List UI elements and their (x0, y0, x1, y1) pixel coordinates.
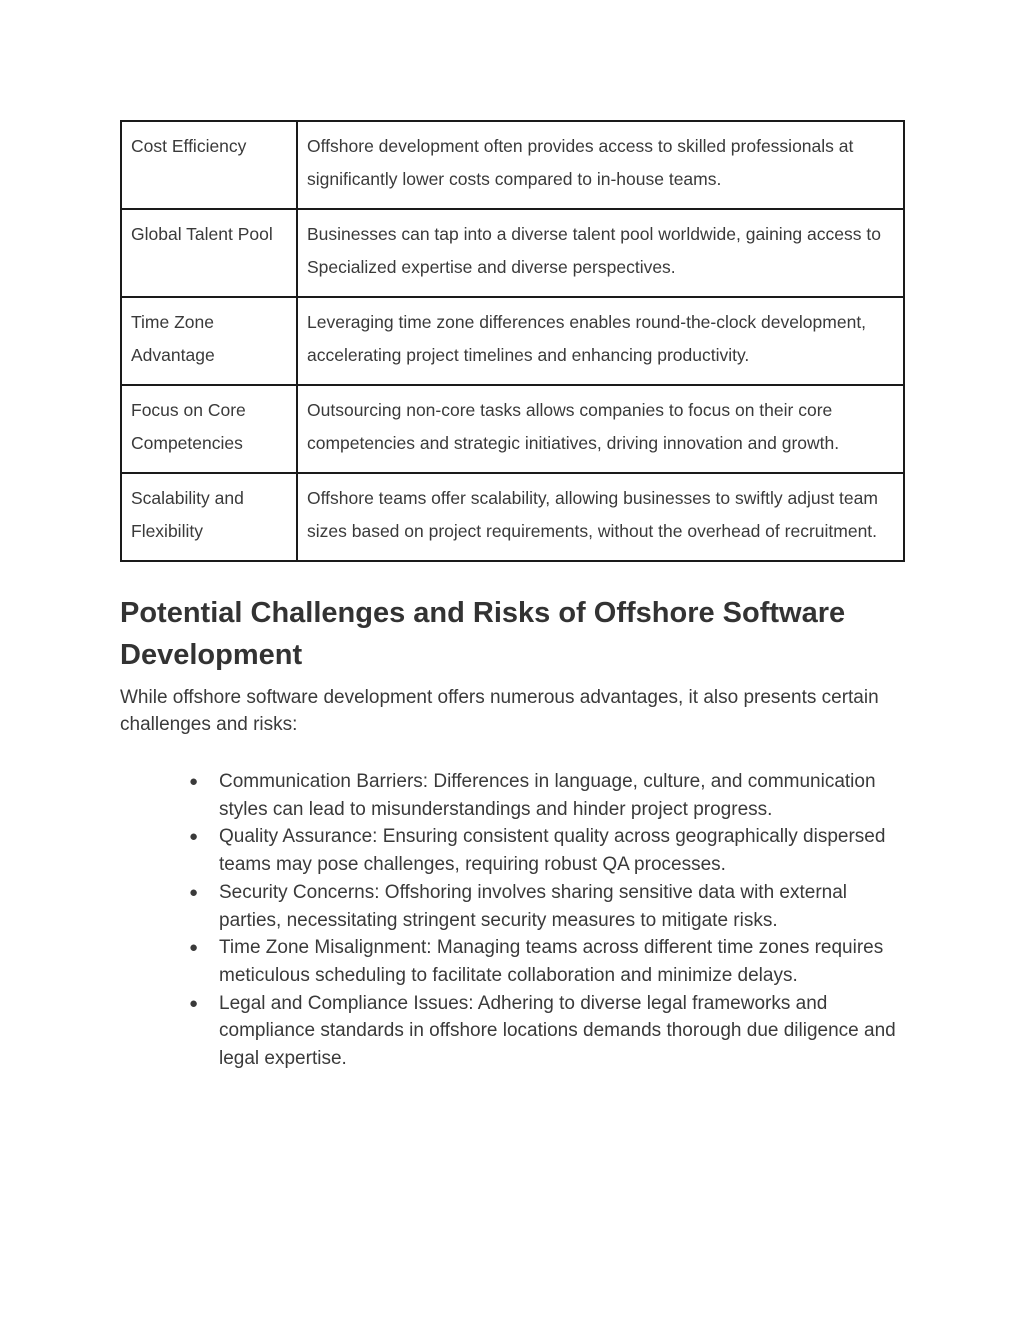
benefit-description: Businesses can tap into a diverse talent pool worldwide, gaining access to Specialized expertise and diverse perspectives. (297, 209, 904, 297)
list-item (120, 823, 905, 878)
benefit-label: Scalability and Flexibility (121, 473, 297, 561)
table-row (121, 209, 904, 297)
list-item-text: Legal and Compliance Issues: Adhering to diverse legal frameworks and compliance standards in offshore locations demands thorough due diligence and legal expertise. (219, 992, 896, 1070)
benefit-description: Offshore development often provides access to skilled professionals at significantly lower costs compared to in-house teams. (297, 121, 904, 209)
section-intro: While offshore software development offers numerous advantages, it also presents certain challenges and risks: (120, 687, 879, 735)
bullet-icon: ● (189, 828, 199, 846)
bullet-icon: ● (189, 939, 199, 957)
section-heading: Potential Challenges and Risks of Offshore Software Development (120, 597, 846, 671)
benefits-table (120, 120, 905, 562)
list-item (120, 879, 905, 934)
document-page (120, 120, 905, 1073)
list-item-text: Quality Assurance: Ensuring consistent quality across geographically dispersed teams may pose challenges, requiring robust QA processes. (219, 826, 886, 876)
table-row (121, 297, 904, 385)
bullet-icon: ● (189, 773, 199, 790)
list-item-text: Communication Barriers: Differences in language, culture, and communication styles can lead to misunderstandings and hinder project progress. (219, 771, 876, 820)
benefit-label: Global Talent Pool (121, 209, 297, 297)
list-item-text: Time Zone Misalignment: Managing teams across different time zones requires meticulous scheduling to facilitate collaboration and minimize delays. (219, 937, 884, 986)
bullet-icon: ● (189, 994, 199, 1012)
list-item (120, 990, 905, 1073)
list-item-text: Security Concerns: Offshoring involves sharing sensitive data with external parties, necessitating stringent security measures to mitigate risks. (219, 881, 848, 931)
benefit-label: Focus on Core Competencies (121, 385, 297, 473)
benefit-description: Offshore teams offer scalability, allowing businesses to swiftly adjust team sizes based on project requirements, without the overhead of recruitment. (297, 473, 904, 561)
benefit-label: Time Zone Advantage (121, 297, 297, 385)
benefit-label: Cost Efficiency (121, 121, 297, 209)
benefit-description: Outsourcing non-core tasks allows companies to focus on their core competencies and strategic initiatives, driving innovation and growth. (297, 385, 904, 473)
benefit-description: Leveraging time zone differences enables round-the-clock development, accelerating project timelines and enhancing productivity. (297, 297, 904, 385)
bullet-icon: ● (189, 883, 199, 901)
table-row (121, 385, 904, 473)
list-item (120, 934, 905, 989)
list-item (120, 768, 905, 823)
risks-list (120, 768, 905, 1073)
table-row (121, 121, 904, 209)
table-row (121, 473, 904, 561)
